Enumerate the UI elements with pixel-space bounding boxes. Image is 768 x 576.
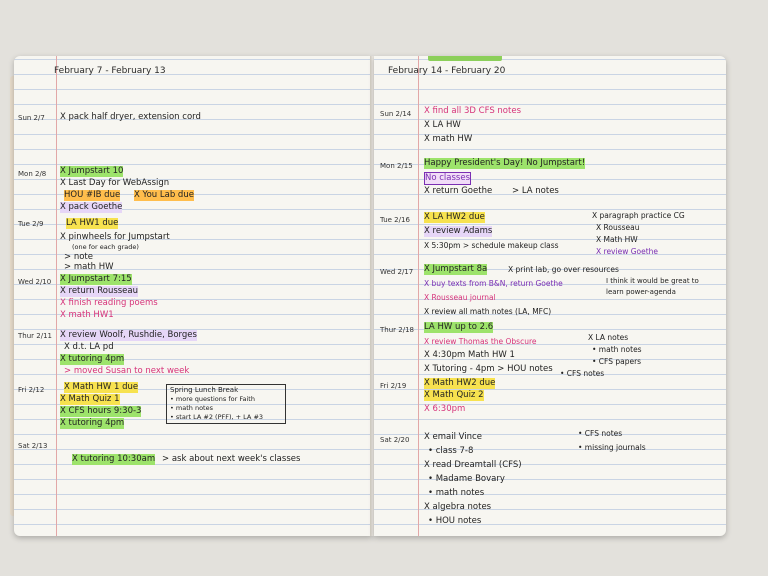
box-item: • start LA #2 (PFF), + LA #3 <box>170 413 264 421</box>
task-line: • math notes <box>428 488 485 498</box>
task-line: X algebra notes <box>424 502 492 512</box>
side-note: I think it would be great to learn power-agenda <box>606 277 699 296</box>
task-line: X return Goethe <box>424 186 493 196</box>
day-label: Tue 2/16 <box>380 216 410 224</box>
day-label: Sun 2/7 <box>18 114 45 122</box>
side-note: X review Goethe <box>596 247 659 256</box>
task-line: No classes <box>425 173 471 183</box>
side-note: X paragraph practice CG <box>592 211 685 220</box>
task-line: X Math Quiz 2 <box>424 390 484 400</box>
lunch-break-box <box>166 384 286 424</box>
task-line: X pinwheels for Jumpstart <box>60 232 170 242</box>
day-label: Sat 2/20 <box>380 436 410 444</box>
task-line: X Math Quiz 1 <box>60 394 120 404</box>
open-planner-notebook <box>14 56 726 536</box>
right-page <box>374 56 726 536</box>
task-line: X Jumpstart 8a <box>424 264 488 274</box>
task-line: X pack Goethe <box>60 202 123 212</box>
day-label: Mon 2/15 <box>380 162 413 170</box>
task-line: X d.t. LA pd <box>64 342 114 352</box>
task-line: X Jumpstart 7:15 <box>60 274 132 284</box>
task-line: • Madame Bovary <box>428 474 505 484</box>
task-line: X return Rousseau <box>60 286 139 296</box>
day-label: Mon 2/8 <box>18 170 47 178</box>
left-page-header: February 7 - February 13 <box>54 66 166 76</box>
side-note: X Rousseau <box>596 223 640 232</box>
task-line: X tutoring 10:30am <box>72 454 156 464</box>
task-line: X review Woolf, Rushdie, Borges <box>60 330 197 340</box>
task-line: > moved Susan to next week <box>64 366 190 376</box>
side-note: X Math HW <box>596 235 638 244</box>
task-line: X Math HW2 due <box>424 378 496 388</box>
task-line: X math HW <box>424 134 473 144</box>
task-line: X read Dreamtall (CFS) <box>424 460 522 470</box>
task-line: X find all 3D CFS notes <box>424 106 522 116</box>
task-line: X pack half dryer, extension cord <box>60 112 201 122</box>
task-line: HOU #IB due <box>64 190 121 200</box>
task-line: X print lab, go over resources <box>508 265 619 274</box>
task-line: LA HW1 due <box>66 218 119 228</box>
task-line: X Math HW 1 due <box>64 382 139 392</box>
task-line: X finish reading poems <box>60 298 158 308</box>
side-note: X LA notes <box>588 333 629 342</box>
task-line: > math HW <box>64 262 114 272</box>
task-line: X tutoring 4pm <box>60 354 125 364</box>
task-line: X You Lab due <box>134 190 194 200</box>
task-line: X buy texts from B&N, return Goethe <box>424 279 563 288</box>
task-line: X LA HW <box>424 120 461 130</box>
task-line: X Jumpstart 10 <box>60 166 124 176</box>
margin-line <box>418 56 419 536</box>
box-title: Spring Lunch Break <box>170 386 239 394</box>
day-label: Tue 2/9 <box>18 220 44 228</box>
day-label: Thur 2/18 <box>380 326 414 334</box>
day-label: Fri 2/19 <box>380 382 407 390</box>
task-line: X email Vince <box>424 432 482 442</box>
day-label: Fri 2/12 <box>18 386 45 394</box>
task-line: > LA notes <box>512 186 559 196</box>
side-note: • math notes <box>592 345 642 354</box>
task-line: X LA HW2 due <box>424 212 485 222</box>
task-line: (one for each grade) <box>72 243 139 251</box>
day-label: Sat 2/13 <box>18 442 48 450</box>
day-label: Wed 2/17 <box>380 268 414 276</box>
day-label: Thur 2/11 <box>18 332 52 340</box>
task-line: X Tutoring - 4pm > HOU notes <box>424 364 553 374</box>
task-line: X review Adams <box>424 226 493 236</box>
task-line: X review all math notes (LA, MFC) <box>424 307 552 316</box>
task-line: X 5:30pm > schedule makeup class <box>424 241 559 250</box>
side-note: • CFS notes <box>560 369 605 378</box>
task-line: X CFS hours 9:30-3 <box>60 406 142 416</box>
task-line: • class 7-8 <box>428 446 474 456</box>
task-line: • HOU notes <box>428 516 482 526</box>
green-page-tab <box>428 56 502 61</box>
box-item: • math notes <box>170 404 213 412</box>
task-line: X math HW1 <box>60 310 114 320</box>
task-line: X 4:30pm Math HW 1 <box>424 350 515 360</box>
day-label: Sun 2/14 <box>380 110 412 118</box>
task-line: X Rousseau journal <box>424 293 496 302</box>
task-line: X 6:30pm <box>424 404 466 414</box>
side-note: • CFS papers <box>592 357 642 366</box>
task-line: > note <box>64 252 93 262</box>
task-line: LA HW up to 2.6 <box>424 322 494 332</box>
side-note: • missing journals <box>578 443 646 452</box>
task-line: X tutoring 4pm <box>60 418 125 428</box>
task-line: X review Thomas the Obscure <box>424 337 537 346</box>
margin-line <box>56 56 57 536</box>
left-page <box>14 56 372 536</box>
task-line: X Last Day for WebAssign <box>60 178 170 188</box>
task-line: Happy President's Day! No Jumpstart! <box>424 158 586 168</box>
box-item: • more questions for Faith <box>170 395 255 403</box>
side-note: • CFS notes <box>578 429 623 438</box>
task-line: > ask about next week's classes <box>162 454 301 464</box>
right-page-header: February 14 - February 20 <box>388 66 506 76</box>
day-label: Wed 2/10 <box>18 278 52 286</box>
